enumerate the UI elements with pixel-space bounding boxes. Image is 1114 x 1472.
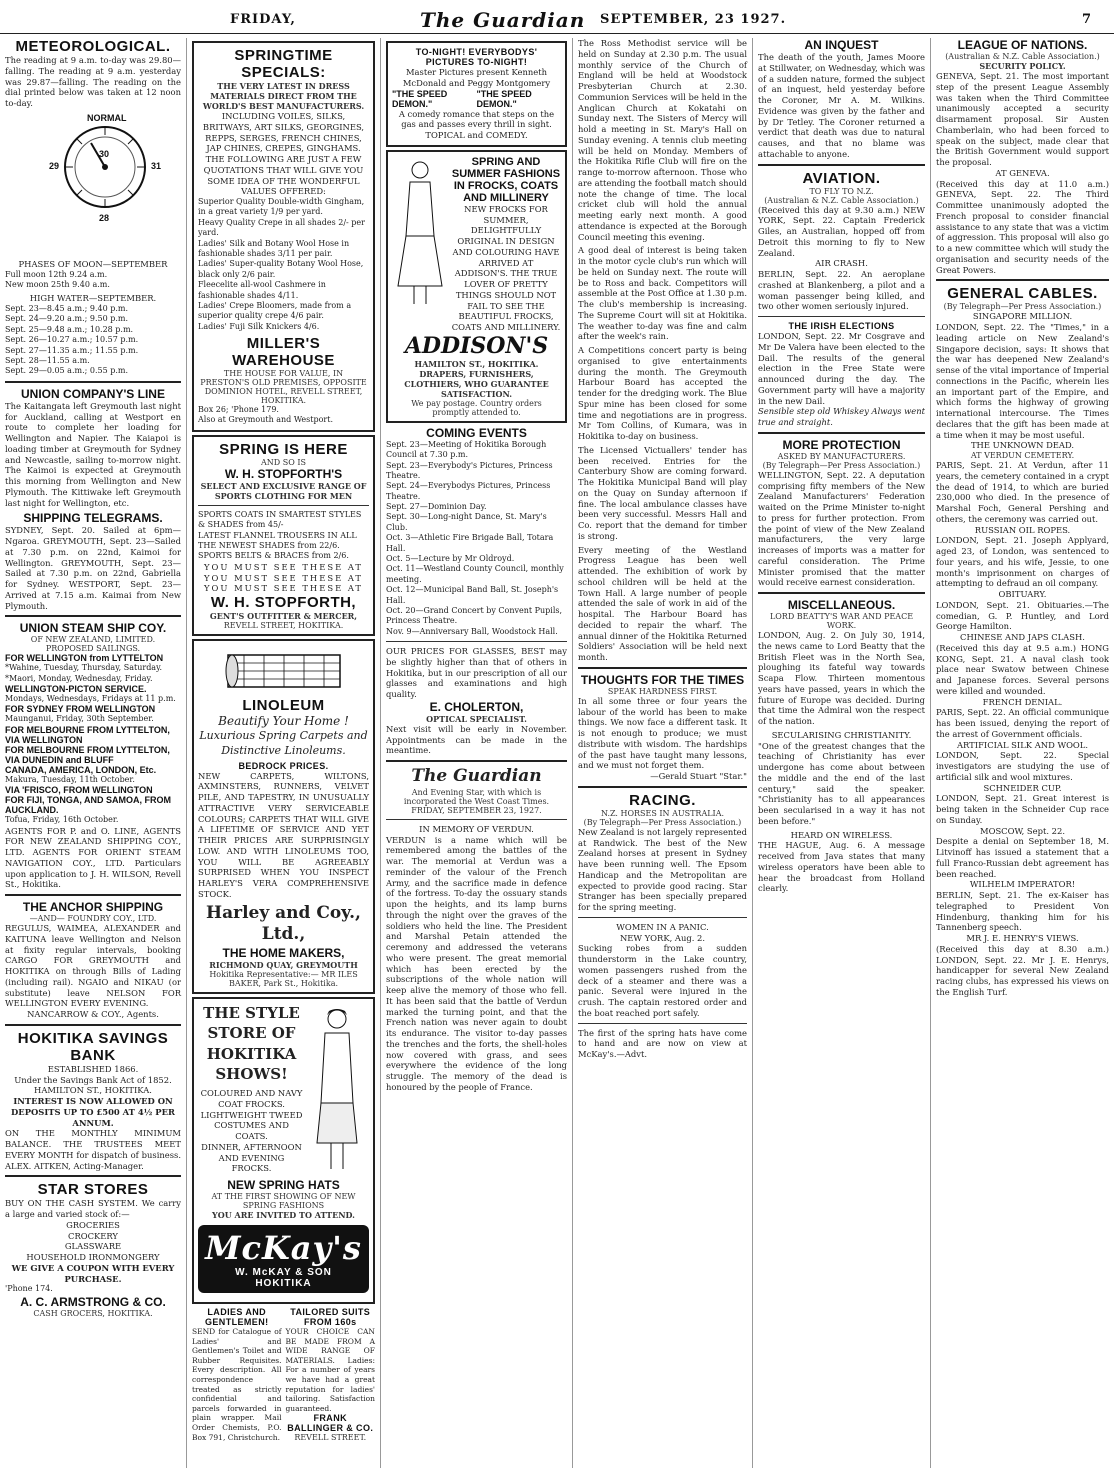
ussco-sub2: PROPOSED SAILINGS. xyxy=(45,644,141,654)
obituary-heading: OBITUARY. xyxy=(998,589,1047,599)
local-news-text: Every meeting of the Westland Progress League has been well attended. The exhibition of work by school children will be held at the Town Hall. A large number of people attended the sale of work in aid of the hospital. The Harbour Board has decided to repair the wharf. The annual dinner of the Hokitika Returned Soldiers' Association will be held next month. xyxy=(578,544,747,662)
spring-hats-text: AT THE FIRST SHOWING OF NEW SPRING FASHIONS xyxy=(211,1192,356,1211)
bedrock-heading: BEDROCK PRICES. xyxy=(238,760,329,771)
russian-text: LONDON, Sept. 21. Joseph Applyard, aged 23, of London, was sentenced to four years, and his wife, Jessie, to one month's imprisonment on charges of attempting to defraud an oil company. xyxy=(936,535,1109,589)
wilhelm-heading: WILHELM IMPERATOR! xyxy=(969,879,1076,890)
tailor-ad xyxy=(286,1307,376,1442)
singapore-heading: SINGAPORE MILLION. xyxy=(972,311,1073,322)
air-crash-heading: AIR CRASH. xyxy=(815,258,868,269)
irish-heading: THE IRISH ELECTIONS xyxy=(788,321,895,331)
anchor-heading: THE ANCHOR SHIPPING xyxy=(22,900,164,915)
addison-ad xyxy=(386,150,567,423)
sailing-line: Tofua, Friday, 16th October. xyxy=(5,815,119,825)
dial-31-label: 31 xyxy=(151,160,162,171)
tide-heading: HIGH WATER—SEPTEMBER. xyxy=(29,293,157,304)
must-see-text: YOU MUST SEE THESE AT YOU MUST SEE THESE AT YOU MUST SEE THESE AT xyxy=(203,561,364,594)
demon-text: A comedy romance that steps on the gas and passes every thrill in sight. TOPICAL and COMEDY. xyxy=(398,108,555,140)
hague-heading: HEARD ON WIRELESS. xyxy=(790,829,893,840)
star-item: CROCKERY xyxy=(68,1230,118,1241)
sailing-line: *Wahine, Tuesday, Thursday, Saturday. xyxy=(5,663,163,673)
springtime-item: Ladies' Silk and Botany Wool Hose in fashionable shades 3/11 per pair. xyxy=(198,238,350,258)
speed-demon-title: "THE SPEED DEMON." xyxy=(476,88,532,109)
star-coupon: WE GIVE A COUPON WITH EVERY PURCHASE. xyxy=(11,1262,175,1284)
event-item: Oct. 5—Lecture by Mr Oldroyd. xyxy=(386,554,515,564)
french-heading: FRENCH DENIAL. xyxy=(982,696,1063,707)
union-company-text: The Kaitangata left Greymouth last night for Auckland, calling at Westport en route to complete her loading for Wellington and Napier. The Kaiapoi is loading timber at Greymouth for Sydney and Newcastle, sailing to-morrow night. The Kaimoi is expected at Greymouth this morning from Wellington and New Plymouth. The Kittiwake left Greymouth last night for Wellington, etc. xyxy=(5,400,181,508)
star-item: GLASSWARE xyxy=(64,1241,122,1252)
thoughts-heading: THOUGHTS FOR THE TIMES xyxy=(580,672,745,687)
springtime-item: Heavy Quality Crepe in all shades 2/- per yard. xyxy=(198,217,365,238)
aviation-heading: AVIATION. xyxy=(802,169,881,187)
silk-text: LONDON, Sept. 22. Special investigators are studying the use of artificial silk and wool mixtures. xyxy=(936,750,1109,782)
fashion-figure-icon xyxy=(305,1003,369,1173)
tide-line: Sept. 25—9.48 a.m.; 10.28 p.m. xyxy=(5,324,134,334)
local-news-text: The Ross Methodist service will be held on Sunday at 2.30 p.m. The usual monthly service of the Church of England will be held at Woodstock Presbyterian Church at 2.30. Communion Services will be held in the Anglican Church at Kokatahi on Sunday next. The Sisters of Mercy will hold a meeting in St. Mary's Hall on Sunday evening. A tennis club meeting will be held on Monday. Members of the Hokitika Rifle Club will fire on the range to-morrow afternoon. Those who are attending the football match should note the change of time. The local cricket club will hold the annual meeting early next month. A good attendance is expected at the Borough Council meeting this evening. xyxy=(578,38,747,242)
springtime-item: Fleecelite all-wool Cashmere in fashionable shades 4/11. xyxy=(198,280,326,300)
coming-events-heading: COMING EVENTS xyxy=(426,425,527,440)
barometer-dial xyxy=(5,109,181,259)
aviation-sub: TO FLY TO N.Z. xyxy=(809,186,874,196)
addison-name: ADDISON'S xyxy=(404,332,549,359)
schneider-heading: SCHNEIDER CUP. xyxy=(983,782,1062,793)
protection-sub: ASKED BY MANUFACTURERS. xyxy=(777,451,906,461)
obituary-text: LONDON, Sept. 21. Obituaries.—The comedian, G. P. Huntley, and Lord George Hamilton. xyxy=(936,599,1109,632)
ussco-heading: UNION STEAM SHIP COY. xyxy=(19,621,167,636)
springtime-item: Superior Quality Double-width Gingham, in a great variety 1/9 per yard. xyxy=(198,197,365,217)
column-6 xyxy=(930,38,1114,1468)
stopforth-line: SPORTS BELTS & BRACES from 2/6. xyxy=(198,551,349,561)
masthead-day: FRIDAY, xyxy=(230,12,296,27)
addison-post: We pay postage. Country orders promptly attended to. xyxy=(411,398,542,417)
inquest-heading: AN INQUEST xyxy=(804,38,879,52)
millers-box: Box 26; 'Phone 179. xyxy=(198,405,279,415)
dial-29-label: 29 xyxy=(49,160,60,171)
tailor-address: REVELL STREET. xyxy=(294,1433,367,1443)
meteorological-heading: METEOROLOGICAL. xyxy=(15,38,171,55)
league-text: GENEVA, Sept. 21. The most important step of the present League Assembly was taken when the Third Committee unanimously accepted a security disarmament proposal. Sir Austen Chamberlain, who had been forced to speak on the subject, made clear that the British Government would support the proposal. xyxy=(936,71,1109,167)
fashion-figure-icon xyxy=(392,156,448,306)
mckay-ad xyxy=(192,997,375,1304)
schneider-text: LONDON, Sept. 21. Great interest is being taken in the Schneider Cup race on Sunday. xyxy=(936,793,1109,825)
anchor-agent: NANCARROW & COY., Agents. xyxy=(27,1009,159,1020)
sailing-heading: FOR MELBOURNE FROM LYTTELTON, VIA WELLINGTON xyxy=(5,724,170,745)
cholerton-name: E. CHOLERTON, xyxy=(429,699,524,714)
racing-sub: N.Z. HORSES IN AUSTRALIA. xyxy=(600,808,725,818)
star-item: HOUSEHOLD IRONMONGERY xyxy=(26,1252,160,1263)
guardian-sub: And Evening Star, with which is incorporated the West Coast Times. xyxy=(403,787,550,806)
savings-line: INTEREST IS NOW ALLOWED ON DEPOSITS UP TO £500 AT 4½ PER ANNUM. xyxy=(11,1096,175,1128)
anchor-sub: —AND— FOUNDRY COY., LTD. xyxy=(29,914,157,924)
sailing-line: Makura, Tuesday, 11th October. xyxy=(5,774,135,784)
star-item: GROCERIES xyxy=(66,1219,120,1230)
misc-heading: MISCELLANEOUS. xyxy=(787,598,896,612)
league-heading: LEAGUE OF NATIONS. xyxy=(957,38,1088,52)
barometer-dial-icon xyxy=(63,125,147,209)
star-stores-text: BUY ON THE CASH SYSTEM. We carry a large and varied stock of:— xyxy=(5,1198,181,1220)
millers-heading: MILLER'S WAREHOUSE xyxy=(232,335,335,370)
tailor-name: FRANK BALLINGER & CO. xyxy=(287,1413,374,1434)
verdun-text: PARIS, Sept. 21. At Verdun, after 11 years, the cemetery contained in a crypt the dead of 1914, to which are buried 230,000 who died. In the presence of Marshal Foch, General Pershing and others, the ceremony was carried out. xyxy=(936,460,1109,524)
ussco-sub: OF NEW ZEALAND, LIMITED. xyxy=(30,635,156,645)
star-owner: A. C. ARMSTRONG & CO. xyxy=(20,1294,166,1309)
dial-30-label: 30 xyxy=(99,148,110,159)
style-item: LIGHTWEIGHT TWEED COSTUMES AND COATS. xyxy=(200,1109,303,1142)
sailing-heading: WELLINGTON-PICTON SERVICE. xyxy=(5,684,147,695)
star-owner-sub: CASH GROCERS, HOKITIKA. xyxy=(33,1308,153,1318)
geneva-text: (Received this day at 11.0 a.m.) GENEVA, Sept. 22. The Third Committee unanimously adopted the French proposal to consider financial assistance to any state that was a victim of aggression. This proposal will also go to a new committee which will study the organisation and security needs of the Great Powers. xyxy=(936,178,1109,275)
event-item: Nov. 9—Anniversary Ball, Woodstock Hall. xyxy=(386,626,558,636)
air-crash-text: BERLIN, Sept. 22. An aeroplane crashed at Blankenberg, a pilot and a woman passenger being killed, and two other women seriously injured. xyxy=(758,269,925,312)
style-item: DINNER, AFTERNOON AND EVENING FROCKS. xyxy=(201,1141,302,1174)
springtime-item: Ladies' Fuji Silk Knickers 4/6. xyxy=(198,321,320,331)
stopforth-address: REVELL STREET, HOKITIKA. xyxy=(223,621,344,631)
misc-text: LONDON, Aug. 2. On July 30, 1914, the news came to Lord Beatty that the British Fleet was in the North Sea, ploughing its fateful way towards Scapa Flow. Thirteen momentous years have passed, years in which the future of Europe was decided. During that time the Admiral won the respect of the nation. xyxy=(758,630,925,726)
harley-ad xyxy=(192,639,375,994)
henrys-text: (Received this day at 8.30 a.m.) LONDON, Sept. 22. Mr J. E. Henrys, handicapper for several New Zealand racing clubs, has expressed his views on the English Turf. xyxy=(936,943,1109,997)
silk-heading: ARTIFICIAL SILK AND WOOL. xyxy=(956,739,1089,750)
and-so-is: AND SO IS xyxy=(261,457,306,467)
sailing-line: *Maori, Monday, Wednesday, Friday. xyxy=(5,673,153,683)
henrys-heading: MR J. E. HENRY'S VIEWS. xyxy=(966,933,1079,943)
linoleum-art xyxy=(198,649,369,693)
stopforth-line: SPORTS COATS IN SMARTEST STYLES & SHADES from 45/- xyxy=(198,509,362,530)
moon-line: New moon 25th 9.40 a.m. xyxy=(5,279,110,289)
stopforth-ad xyxy=(192,435,375,636)
harley-name: Harley and Coy., Ltd., xyxy=(206,902,361,945)
harley-rep: Hokitika Representative:— MR ILES BAKER, Park St., Hokitika. xyxy=(209,970,358,989)
aviation-cred: (Australian & N.Z. Cable Association.) xyxy=(764,195,919,205)
masthead-date: SEPTEMBER, 23 1927. xyxy=(600,12,787,27)
linoleum-sub: Luxurious Spring Carpets and Distinctive Linoleums. xyxy=(199,729,368,757)
sailing-line: Maunganui, Friday, 30th September. xyxy=(5,714,154,724)
hague-text: THE HAGUE, Aug. 6. A message received from Java states that many wireless operators have been able to hear the broadcast from Holland clearly. xyxy=(758,840,925,894)
wilhelm-text: BERLIN, Sept. 21. The ex-Kaiser has telegraphed to President Von Hindenburg, thanking him for his Tannenberg speech. xyxy=(936,890,1109,933)
masthead-page: 7 xyxy=(1082,12,1092,27)
spring-hats-note: The first of the spring hats have come to hand and are now on view at McKay's.—Advt. xyxy=(578,1027,747,1059)
event-item: Sept. 30—Long-night Dance, St. Mary's Club. xyxy=(386,512,547,532)
racing-text: New Zealand is not largely represented at Randwick. The best of the New Zealand horses at present in Sydney have been running well. The Epsom Handicap and the Metropolitan are expected to provide good racing. Star Stranger has been specially prepared for the spring meeting. xyxy=(578,826,747,912)
event-item: Oct. 11—Westland County Council, monthly meeting. xyxy=(386,564,564,584)
event-item: Sept. 23—Everybody's Pictures, Princess Theatre. xyxy=(386,460,553,480)
pictures-ad xyxy=(386,41,567,147)
spring-hats-invite: YOU ARE INVITED TO ATTEND. xyxy=(212,1210,355,1221)
geneva-heading: AT GENEVA. xyxy=(995,167,1050,178)
savings-line: HAMILTON ST., HOKITIKA. xyxy=(34,1085,152,1096)
moon-heading: PHASES OF MOON—SEPTEMBER xyxy=(18,258,168,269)
masthead-title: The Guardian xyxy=(420,8,586,32)
savings-line: Under the Savings Bank Act of 1852. xyxy=(14,1074,172,1085)
moon-line: Full moon 12th 9.24 a.m. xyxy=(5,269,108,279)
sailing-heading: FOR MELBOURNE FROM LYTTELTON, VIA DUNEDIN and BLUFF xyxy=(5,744,170,765)
shipping-telegrams-heading: SHIPPING TELEGRAMS. xyxy=(23,511,163,526)
moscow-heading: MOSCOW, Sept. 22. xyxy=(980,825,1065,836)
agents-text: AGENTS FOR P. and O. LINE, AGENTS FOR NEW ZEALAND SHIPPING COY., LTD. AGENTS FOR ORIENT STEAM NAVIGATION COY., LTD. Particulars upon application to J. H. WILSON, Revell St., Hokitika. xyxy=(5,825,181,890)
star-phone: 'Phone 174. xyxy=(5,1284,53,1294)
panic-heading: WOMEN IN A PANIC. xyxy=(616,921,709,932)
protection-cred: (By Telegraph—Per Press Association.) xyxy=(762,460,921,470)
style-store-heading: THE STYLE STORE OF HOKITIKA SHOWS! xyxy=(203,1004,300,1083)
league-sub: SECURITY POLICY. xyxy=(979,61,1066,71)
general-cables-cred: (By Telegraph—Per Press Association.) xyxy=(943,302,1102,312)
harley-sub: THE HOME MAKERS, xyxy=(222,946,345,961)
local-news-text: A Competitions concert party is being organised to give entertainments during the month. The Greymouth Harbour Board has accepted the tender for the dredging work. The Blue Spur mine has been closed for some time and negotiations are in progress. Mr Tom Collins, of Kumara, was in Hokitika to-day on business. xyxy=(578,345,747,441)
local-news-text: The Licensed Victuallers' tender has been received. Entries for the Canterbury Show are coming forward. The Hokitika Municipal Band will play on the Quay on Sunday afternoon if fine. The local ambulance classes have been very successful. Messrs Hall and Co. report that the demand for timber is strong. xyxy=(578,444,747,541)
meteorological-text: The reading at 9 a.m. to-day was 29.80—falling. The reading at 9 a.m. yesterday was 29.87—falling. The reading on the dial printed below was taken at 12 noon to-day. xyxy=(5,55,181,108)
millers-sub: THE HOUSE FOR VALUE, IN PRESTON'S OLD PREMISES, OPPOSITE DOMINION HOTEL, REVELL STREET, HOKITIKA. xyxy=(200,369,367,406)
masthead xyxy=(0,0,1114,34)
demon-intro: Master Pictures present Kenneth McDonald and Peggy Montgomery xyxy=(402,67,551,88)
secularising-text: "One of the greatest changes that the teaching of Christianity has ever undergone has come about between the middle and the end of the last century," said the speaker. "Christianity has to all appearances been secularised in a way it has not been before." xyxy=(758,740,925,826)
event-item: Sept. 24—Everybodys Pictures, Princess Theatre. xyxy=(386,481,551,501)
column-1 xyxy=(0,38,186,1468)
chinese-heading: CHINESE AND JAPS CLASH. xyxy=(960,632,1085,642)
protection-text: WELLINGTON, Sept. 22. A deputation comprising fifty members of the New Zealand Manufacturers' Federation waited on the Prime Minister to-night to press for further protection. From the point of view of the New Zealand manufacturers, the very large increases of imports was a matter for careful consideration. The Prime Minister promised that the matter would receive earnest consideration. xyxy=(758,469,925,588)
general-cables-heading: GENERAL CABLES. xyxy=(947,285,1098,303)
leader-text: VERDUN is a name which will be remembered among the battles of the war. The memorial at Verdun was a reminder of the valour of the French Army, and the sacrifice made in defence of the fortress. To-day the ossuary stands upon the heights, and its lamp burns through the night over the graves of the soldiers who held the line. The President and Marshal Petain attended the ceremony and addressed the veterans who were present. The great memorial which has been erected by the subscriptions of the whole nation will keep alive the memory of those who fell. It has been said that the battle of Verdun marked the turning point, and that the French nation was never again to doubt its endurance. The visitor to-day passes the trenches and the forts, the shell-holes now covered with grass, and sees everywhere the evidence of the long struggle. The memory of the dead is honoured by the people of France. xyxy=(386,834,567,1092)
singapore-text: LONDON, Sept. 22. The "Times," in a leading article on New Zealand's Singapore decision, says: It shows that the war has deepened New Zealand's sense of the vital importance of Imperial connections in the Pacific, wherein lies an important part of the Empire, and which forms the highway of growing international intercourse. The Times declares that the gift has been made at a time when it may be most useful. xyxy=(936,322,1109,440)
racing-heading: RACING. xyxy=(629,791,696,809)
springtime-item: Ladies' Crepe Bloomers, made from a superior quality crepe 4/6 pair. xyxy=(198,300,352,321)
shipping-telegrams-text: SYDNEY, Sept. 20. Sailed at 6pm—Ngaroa. GREYMOUTH, Sept. 23—Sailed at 7.30 p.m. on 22nd, Kaimoi for Wellington. GREYMOUTH, Sept. 23—Sailed at 7.30 p.m. on 22nd, Gabriella for Sydney. WESTPORT, Sept. 23—Arrived at 7.15 a.m. Kaimai from New Plymouth. xyxy=(5,525,181,611)
spring-hats-heading: NEW SPRING HATS xyxy=(227,1178,340,1193)
savings-line: ESTABLISHED 1866. xyxy=(47,1063,139,1074)
column-2 xyxy=(186,38,380,1468)
ladies-text: SEND for Catalogue of Ladies' and Gentlemen's Toilet and Rubber Requisites. Every description. All correspondence treated as strictly confidential and parcels forwarded in plain wrapper. Mail Order Chemists, P.O. Box 791, Christchurch. xyxy=(192,1327,282,1442)
irish-text: LONDON, Sept. 22. Mr Cosgrave and Mr De Valera have been elected to the Dail. The results of the general election in the Free State were announced during the day. The Government party will have a majority in the new Dail. xyxy=(758,331,925,406)
mckay-logo-sub: W. McKAY & SON xyxy=(235,1267,332,1279)
star-stores-heading: STAR STORES xyxy=(37,1181,149,1199)
russian-heading: RUSSIAN OIL ROPES. xyxy=(974,524,1071,535)
springtime-heading: SPRINGTIME SPECIALS: xyxy=(234,47,333,81)
speed-demon-title: "THE SPEED DEMON." xyxy=(392,88,448,109)
tide-line: Sept. 29—0.05 a.m.; 0.55 p.m. xyxy=(5,366,128,376)
event-item: Sept. 23—Meeting of Hokitika Borough Council at 7.30 p.m. xyxy=(386,439,547,460)
stopforth-title: GENT'S OUTFITTER & MERCER, xyxy=(209,611,358,622)
mckay-logo-name: McKay's xyxy=(205,1229,362,1268)
springtime-sub: THE VERY LATEST IN DRESS MATERIALS DIRECT FROM THE WORLD'S BEST MANUFACTURERS. xyxy=(202,81,365,111)
guardian-nameplate: The Guardian xyxy=(411,766,542,787)
linoleum-tagline: Beautify Your Home ! xyxy=(218,714,349,729)
leader-heading: IN MEMORY OF VERDUN. xyxy=(419,823,534,834)
ladies-heading: LADIES AND GENTLEMEN! xyxy=(205,1307,269,1328)
thoughts-sub: SPEAK HARDNESS FIRST. xyxy=(607,686,718,696)
tide-line: Sept. 26—10.27 a.m.; 10.57 p.m. xyxy=(5,335,139,345)
tonight-heading: TO-NIGHT! EVERYBODYS' PICTURES TO-NIGHT! xyxy=(415,47,538,67)
style-item: COLOURED AND NAVY COAT FROCKS. xyxy=(200,1088,303,1109)
cholerton-address: Next visit will be early in November. Appointments can be made in the meantime. xyxy=(386,723,567,756)
harley-address: RICHMOND QUAY, GREYMOUTH xyxy=(209,960,358,971)
sailing-heading: FOR FIJI, TONGA, AND SAMOA, FROM AUCKLAND. xyxy=(5,795,171,816)
panic-text: Sucking robes from a sudden thunderstorm in the Lake country, women passengers rushed from the deck of a steamer and there was a panic. Several were injured in the crush. The captain restored order and the boat reached port safely. xyxy=(578,943,747,1018)
racing-cred: (By Telegraph—Per Press Association.) xyxy=(583,817,742,827)
league-cred: (Australian & N.Z. Cable Association.) xyxy=(945,52,1100,61)
millers-also: Also at Greymouth and Westport. xyxy=(198,415,333,425)
french-text: PARIS, Sept. 22. An official communique has been issued, denying the report of the arrest of Government officials. xyxy=(936,707,1109,739)
inquest-text: The death of the youth, James Moore at Stillwater, on Wednesday, which was of a sudden nature, formed the subject of an inquest, held yesterday before the Coroner, Mr A. M. Wilkins. Evidence was given by the father and by Dr Tetley. The Coroner returned a verdict that death was due to natural causes, and that no blame was attachable to anyone. xyxy=(758,52,925,159)
stopforth-name: W. H. STOPFORTH, xyxy=(210,594,357,612)
thoughts-author: —Gerald Stuart "Star." xyxy=(650,771,747,781)
stopforth-heading: W. H. STOPFORTH'S xyxy=(224,466,343,481)
savings-bank-heading: HOKITIKA SAVINGS BANK xyxy=(17,1029,169,1064)
tailor-heading: TAILORED SUITS FROM 160s xyxy=(290,1307,371,1328)
aviation-text: (Received this day at 9.30 a.m.) NEW YORK, Sept. 22. Captain Frederick Giles, an Australian, hopped off from Detroit this morning to fly to New Zealand. xyxy=(758,204,925,258)
guardian-date: FRIDAY, SEPTEMBER 23, 1927. xyxy=(411,805,542,815)
sailing-line: Mondays, Wednesdays, Fridays at 11 p.m. xyxy=(5,694,176,704)
lino-roll-icon xyxy=(224,649,344,693)
mckay-logo xyxy=(198,1225,369,1293)
millers-ad xyxy=(192,41,375,432)
whisky-text: Sensible step old Whiskey Always went true and straight. xyxy=(758,406,925,427)
event-item: Oct. 3—Athletic Fire Brigade Ball, Totara Hall. xyxy=(386,533,554,553)
sailing-heading: CANADA, AMERICA, LONDON, Etc. xyxy=(5,764,157,775)
column-5 xyxy=(752,38,930,1468)
tide-line: Sept. 27—11.35 a.m.; 11.55 p.m. xyxy=(5,345,139,355)
misc-sub: LORD BEATTY'S WAR AND PEACE WORK. xyxy=(769,612,914,630)
linoleum-word: LINOLEUM xyxy=(242,697,325,715)
ladies-ad xyxy=(192,1307,282,1442)
stopforth-line: LATEST FLANNEL TROUSERS IN ALL THE NEWEST SHADES from 22/6. xyxy=(198,530,357,551)
verdun-heading: THE UNKNOWN DEAD. xyxy=(970,440,1075,451)
verdun-sub: AT VERDUN CEMETERY. xyxy=(970,451,1075,460)
anchor-text: REGULUS, WAIMEA, ALEXANDER and KAITUNA leave Wellington and Nelson at fixity regular intervals, booking CARGO FOR GREYMOUTH and HOKITIKA on through Bills of Lading (including rail). NGAIO and NIKAU (or substitute) leave NELSON FOR WELLINGTON EVERY EVENING. xyxy=(5,923,181,1009)
union-company-heading: UNION COMPANY'S LINE xyxy=(21,386,165,401)
column-3 xyxy=(380,38,572,1468)
dial-normal-label: NORMAL xyxy=(87,112,127,123)
springtime-text: INCLUDING VOILES, SILKS, BRITWAYS, ART SILKS, GEORGINES, REPPS, SERGES, FRENCH CHINES, JAP CHINES, CREPES, GINGHAMS. THE FOLLOWING ARE JUST A FEW QUOTATIONS THAT WILL GIVE YOU SOME IDEA OF THE WONDERFUL VALUES OFFERED: xyxy=(202,111,365,197)
protection-heading: MORE PROTECTION xyxy=(782,437,901,452)
moscow-text: Despite a denial on September 18, M. Litvinoff has issued a statement that a full Franco-Russian debt agreement has been reached. xyxy=(936,836,1109,879)
column-4 xyxy=(572,38,752,1468)
cholerton-sub: OPTICAL SPECIALIST. xyxy=(426,713,527,724)
panic-date: NEW YORK, Aug. 2. xyxy=(619,932,706,943)
bedrock-text: NEW CARPETS, WILTONS, AXMINSTERS, RUNNERS, VELVET PILE, AND TAPESTRY, IN UNUSUALLY ATTRACTIVE VERY SERVICEABLE COLOURS; CARPETS THAT WILL GIVE A LIFETIME OF SERVICE AND YET THEIR PRICES ARE SURPRISINGLY LOW. AND WITH LINOLEUMS TOO, YOU WILL BE AGREEABLY SURPRISED WHEN YOU INSPECT HARLEY'S VERA COMPREHENSIVE STOCK. xyxy=(198,770,369,899)
savings-text: ON THE MONTHLY MINIMUM BALANCE. THE TRUSTEES MEET EVERY MONTH for dispatch of business. ALEX. AITKEN, Acting-Manager. xyxy=(5,1128,181,1171)
springtime-item: Ladies' Super-quality Botany Wool Hose, black only 2/6 pair. xyxy=(198,259,364,279)
stopforth-sub: SELECT AND EXCLUSIVE RANGE OF SPORTS CLOTHING FOR MEN xyxy=(200,480,367,501)
addison-sub: HAMILTON ST., HOKITIKA. DRAPERS, FURNISHERS, CLOTHIERS, WHO GUARANTEE SATISFACTION. xyxy=(404,358,549,399)
tide-line: Sept. 24—9.20 a.m.; 9.50 p.m. xyxy=(5,314,128,324)
local-news-text: A good deal of interest is being taken in the motor cycle club's run which will be held on Sunday next. The route will be to Ross and back. Competitors will assemble at the Post Office at 1.30 p.m. The club's membership is increasing. The Supreme Court will sit at Hokitika. The weather to-day was fine and calm after the week's rain. xyxy=(578,245,747,342)
event-item: Sept. 27—Dominion Day. xyxy=(386,502,487,512)
secularising-heading: SECULARISING CHRISTIANITY. xyxy=(771,729,912,740)
spring-is-here-heading: SPRING IS HERE xyxy=(219,440,348,458)
chinese-text: (Received this day at 9.5 a.m.) HONG KONG, Sept. 21. A naval clash took place near Swatow between Chinese and Japanese forces. Several persons were killed and wounded. xyxy=(936,642,1109,696)
tailor-text: YOUR CHOICE CAN BE MADE FROM A WIDE RANGE OF MATERIALS. Ladies: For a number of years we have had a great reputation for ladies' tailoring. Satisfaction guaranteed. xyxy=(285,1327,375,1413)
sailing-heading: VIA 'FRISCO, FROM WELLINGTON xyxy=(5,785,153,796)
tide-line: Sept. 23—8.45 a.m.; 9.40 p.m. xyxy=(5,304,128,314)
sailing-heading: FOR SYDNEY FROM WELLINGTON xyxy=(5,704,156,715)
cholerton-text: OUR PRICES FOR GLASSES, BEST may be slightly higher than that of others in Hokitika, but in our prescription of all our glasses and examinations and high quality. xyxy=(386,646,567,700)
thoughts-text: In all some three or four years the labour of the world has been to make things. We now face a different task. It is not enough to produce; we must distribute with wisdom. The hardships of the past have taught many lessons, and we must not forget them. xyxy=(578,695,747,771)
tide-line: Sept. 28—11.55 a.m. xyxy=(5,355,90,365)
dial-28-label: 28 xyxy=(99,212,110,223)
event-item: Oct. 20—Grand Concert by Convent Pupils, Princess Theatre. xyxy=(386,606,563,626)
fashion-heading: SPRING AND SUMMER FASHIONS IN FROCKS, COATS AND MILLINERY xyxy=(451,155,561,204)
sailing-heading: FOR WELLINGTON from LYTTELTON xyxy=(5,653,164,664)
fashion-text: NEW FROCKS FOR SUMMER, DELIGHTFULLY ORIGINAL IN DESIGN AND COLOURING HAVE ARRIVED AT ADDISON'S. THE TRUE LOVER OF PRETTY THINGS SHOULD NOT FAIL TO SEE THE BEAUTIFUL FROCKS, COATS AND MILLINERY. xyxy=(451,203,561,332)
mckay-logo-town: HOKITIKA xyxy=(255,1278,312,1290)
event-item: Oct. 12—Municipal Band Ball, St. Joseph's Hall. xyxy=(386,585,559,605)
